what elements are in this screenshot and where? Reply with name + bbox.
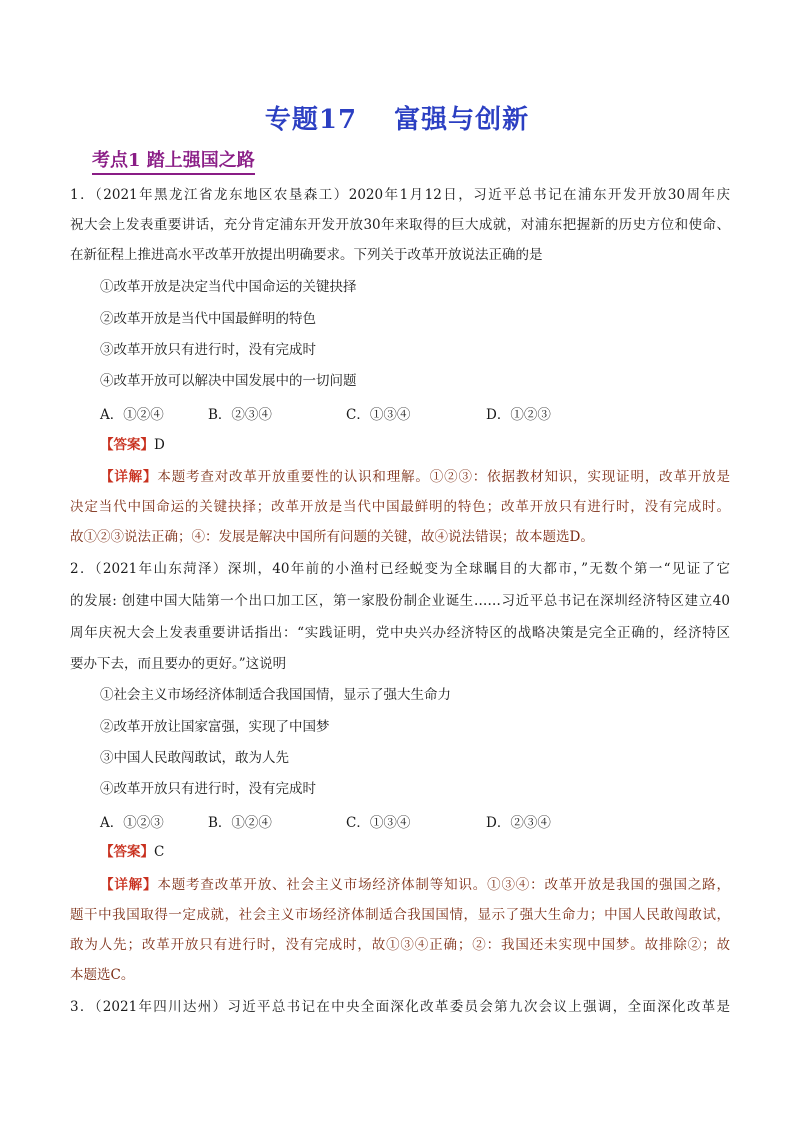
q2-detail-line: 敢为人先；改革开放只有进行时，没有完成时，故①③④正确；②：我国还未实现中国梦。故排除②；故 xyxy=(70,937,730,953)
q1-option-a: A．①②④ xyxy=(100,407,164,423)
section-heading: 考点1 踏上强国之路 xyxy=(92,146,255,175)
q1-option-d: D．①②③ xyxy=(486,407,551,423)
q1-stem-line: 1．（2021年黑龙江省龙东地区农垦森工）2020年1月12日，习近平总书记在浦东开发开放30周年庆 xyxy=(70,187,730,203)
q3-stem-line: 3．（2021年四川达州）习近平总书记在中央全面深化改革委员会第九次会议上强调，全面深化改革是 xyxy=(70,999,730,1015)
answer-value: C xyxy=(154,844,165,860)
q2-statement: ③中国人民敢闯敢试，敢为人先 xyxy=(100,750,289,766)
page-title: 专题17 富强与创新 xyxy=(264,105,530,135)
q1-statement: ①改革开放是决定当代中国命运的关键抉择 xyxy=(100,279,357,295)
detail-text: 本题考查改革开放、社会主义市场经济体制等知识。①③④：改革开放是我国的强国之路， xyxy=(157,877,730,893)
q1-detail-line xyxy=(100,468,730,486)
q2-option-a: A．①②③ xyxy=(100,815,164,831)
detail-text: 本题考查对改革开放重要性的认识和理解。①②③：依据教材知识，实现证明，改革开放是 xyxy=(157,469,730,485)
q1-statement: ②改革开放是当代中国最鲜明的特色 xyxy=(100,311,316,327)
q1-stem-line: 在新征程上推进高水平改革开放提出明确要求。下列关于改革开放说法正确的是 xyxy=(70,247,543,263)
q2-stem-line: 周年庆祝大会上发表重要讲话指出：“实践证明，党中央兴办经济特区的战略决策是完全正确的，经济特区 xyxy=(70,625,730,641)
q2-option-b: B．①②④ xyxy=(208,815,272,831)
q2-stem-line: 2．（2021年山东菏泽）深圳，40年前的小渔村已经蜕变为全球瞩目的大都市，”无数个第一“见证了它 xyxy=(70,561,730,577)
q2-detail-line xyxy=(100,876,730,894)
answer-value: D xyxy=(154,437,165,453)
q2-statement: ①社会主义市场经济体制适合我国国情，显示了强大生命力 xyxy=(100,687,451,703)
q2-option-d: D．②③④ xyxy=(486,815,551,831)
answer-tag: 【答案】 xyxy=(100,844,154,860)
q1-option-c: C．①③④ xyxy=(346,407,411,423)
q1-statement: ③改革开放只有进行时，没有完成时 xyxy=(100,342,316,358)
q2-detail-line: 题干中我国取得一定成就，社会主义市场经济体制适合我国国情，显示了强大生命力；中国人民敢闯敢试， xyxy=(70,907,730,923)
q2-stem-line: 的发展: 创建中国大陆第一个出口加工区，第一家股份制企业诞生……习近平总书记在深圳经济特区建立40 xyxy=(70,593,730,609)
q2-statement: ②改革开放让国家富强，实现了中国梦 xyxy=(100,719,330,735)
q2-statement: ④改革开放只有进行时，没有完成时 xyxy=(100,781,316,797)
q1-answer xyxy=(100,436,730,454)
q2-stem-line: 要办下去，而且要办的更好。”这说明 xyxy=(70,656,287,672)
q1-detail-line: 决定当代中国命运的关键抉择；改革开放是当代中国最鲜明的特色；改革开放只有进行时，没有完成时。 xyxy=(70,499,730,515)
q1-statement: ④改革开放可以解决中国发展中的一切问题 xyxy=(100,373,357,389)
q2-detail-line: 本题选C。 xyxy=(70,967,135,983)
detail-tag: 【详解】 xyxy=(100,469,158,485)
q1-option-b: B．②③④ xyxy=(208,407,272,423)
answer-tag: 【答案】 xyxy=(100,437,154,453)
detail-tag: 【详解】 xyxy=(100,877,158,893)
q1-detail-line: 故①②③说法正确；④：发展是解决中国所有问题的关键，故④说法错误；故本题选D。 xyxy=(70,529,594,545)
q1-stem-line: 祝大会上发表重要讲话，充分肯定浦东开发开放30年来取得的巨大成就，对浦东把握新的历史方位和使命、 xyxy=(70,217,730,233)
q2-answer xyxy=(100,843,730,861)
q2-option-c: C．①③④ xyxy=(346,815,411,831)
